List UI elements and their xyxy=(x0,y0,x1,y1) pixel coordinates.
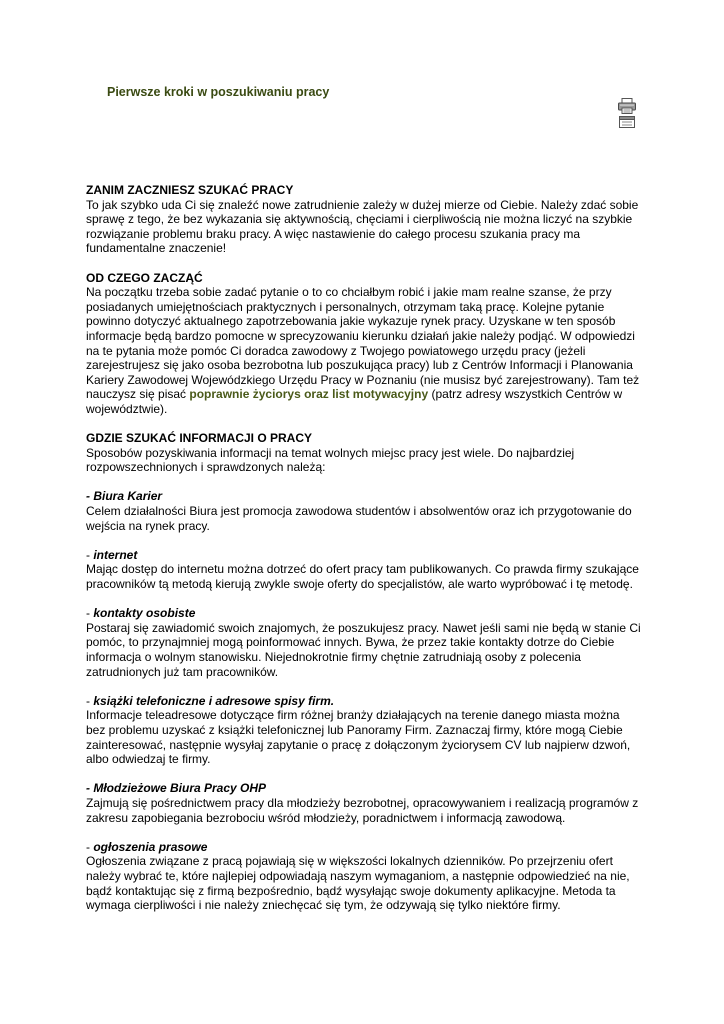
item-prefix: - xyxy=(86,693,94,708)
article-body xyxy=(86,183,642,927)
item-prefix: - xyxy=(86,547,94,562)
list-item-career-offices xyxy=(86,489,642,533)
section-heading: ZANIM ZACZNIESZ SZUKAĆ PRACY xyxy=(86,183,294,197)
item-label: kontakty osobiste xyxy=(93,606,196,621)
section-text-part: Na początku trzeba sobie zadać pytanie o to co chciałbym robić i jakie mam realne szanse, że przy posiadanych umiejętnościach praktycznych i personalnych, otrzymam taką pracę. Kolejne pytanie powinno dotyczyć aktualnego zapotrzebowania jakie wykazuje rynek pracy. Uzyskane w ten sposób informacje będą bardzo pomocne w sprecyzowaniu kierunku działań jakie należy podjąć. W odpowiedzi na te pytania może pomóc Ci doradca zawodowy z Twojego powiatowego urzędu pracy (jeżeli zarejestrujesz się jako osoba bezrobotna lub poszukująca pracy) lub z Centrów Informacji i Planowania Kariery Zawodowej Wojewódzkiego Urzędu Pracy w Poznaniu (nie musisz być zarejestrowany). Tam też nauczysz się pisać xyxy=(86,285,640,402)
item-heading xyxy=(86,606,642,621)
item-prefix: - xyxy=(86,489,94,504)
cv-letter-link[interactable]: poprawnie życiorys oraz list motywacyjny xyxy=(189,387,429,402)
page-title: Pierwsze kroki w poszukiwaniu pracy xyxy=(107,85,330,99)
list-item-phone-books xyxy=(86,694,642,767)
item-prefix: - xyxy=(86,839,94,854)
list-item-internet xyxy=(86,548,642,592)
item-heading xyxy=(86,489,642,504)
item-text: Mając dostęp do internetu można dotrzeć do ofert pracy tam publikowanych. Co prawda firmy szukające pracowników tą metodą kierują zwykle swoje oferty do specjalistów, ale warto wypróbować i tę metodę. xyxy=(86,562,639,592)
item-heading xyxy=(86,840,642,855)
item-text: Informacje teleadresowe dotyczące firm różnej branży działających na terenie danego miasta można bez problemu uzyskać z książki telefonicznej lub Panoramy Firm. Zaznaczaj firmy, które mogą Ciebie zainteresować, następnie wysyłaj zapytanie o pracę z dołączonym życiorysem CV lub najpierw dzwoń, albo odwiedzaj te firmy. xyxy=(86,708,631,767)
section-before-start xyxy=(86,183,642,256)
printer-icon[interactable] xyxy=(617,98,637,114)
item-label: internet xyxy=(93,547,138,562)
section-heading: OD CZEGO ZACZĄĆ xyxy=(86,270,203,285)
section-where-to-start xyxy=(86,271,642,417)
send-page-icon[interactable] xyxy=(617,114,637,130)
item-label: Biura Karier xyxy=(93,489,163,504)
item-text: Ogłoszenia związane z pracą pojawiają się w większości lokalnych dzienników. Po przejrzeniu ofert należy wybrać te, które najlepiej odpowiadają naszym wymaganiom, a następnie odpowiedzieć na nie, bądź kontaktując się z firmą bezpośrednio, bądź wysyłając swoje dokumenty aplikacyjne. Metoda ta wymaga cierpliwości i nie należy zniechęcać się tym, że odzywają się tylko niektóre firmy. xyxy=(86,854,630,913)
item-text: Postaraj się zawiadomić swoich znajomych, że poszukujesz pracy. Nawet jeśli sami nie będą w stanie Ci pomóc, to przynajmniej mogą poinformować innych. Bywa, że przez takie kontakty dotrze do Ciebie informacja o wolnym stanowisku. Niejednokrotnie firmy chętnie zatrudniają osoby z polecenia zatrudnionych już tam pracowników. xyxy=(86,620,641,679)
section-text: To jak szybko uda Ci się znaleźć nowe zatrudnienie zależy w dużej mierze od Ciebie. Należy zdać sobie sprawę z tego, że bez wykazania się aktywnością, chęciami i cierpliwością nie można liczyć na szybkie rozwiązanie problemu braku pracy. A więc nastawienie do całego procesu szukania pracy ma fundamentalne znaczenie! xyxy=(86,197,639,256)
item-prefix: - xyxy=(86,606,94,621)
page-tools xyxy=(617,98,639,132)
item-text: Zajmują się pośrednictwem pracy dla młodzieży bezrobotnej, opracowywaniem i realizacją programów z zakresu zapobiegania bezrobociu wśród młodzieży, poradnictwem i informacją zawodową. xyxy=(86,795,639,825)
item-heading xyxy=(86,548,642,563)
section-text-part: (patrz adresy wszystkich Centrów w województwie). xyxy=(86,387,623,416)
item-heading xyxy=(86,694,642,709)
list-item-personal-contacts xyxy=(86,606,642,679)
section-text xyxy=(86,285,642,416)
item-label: - Młodzieżowe Biura Pracy OHP xyxy=(86,781,267,796)
item-label: ogłoszenia prasowe xyxy=(93,839,208,854)
item-heading xyxy=(86,781,642,796)
section-heading: GDZIE SZUKAĆ INFORMACJI O PRACY xyxy=(86,431,313,446)
section-text: Sposobów pozyskiwania informacji na temat wolnych miejsc pracy jest wiele. Do najbardziej rozpowszechnionych i sprawdzonych należą: xyxy=(86,445,575,475)
item-label: książki telefoniczne i adresowe spisy firm. xyxy=(93,693,335,708)
item-text: Celem działalności Biura jest promocja zawodowa studentów i absolwentów oraz ich przygotowanie do wejścia na rynek pracy. xyxy=(86,504,632,533)
section-where-to-search xyxy=(86,431,642,475)
list-item-press-ads xyxy=(86,840,642,913)
list-item-ohp xyxy=(86,781,642,825)
